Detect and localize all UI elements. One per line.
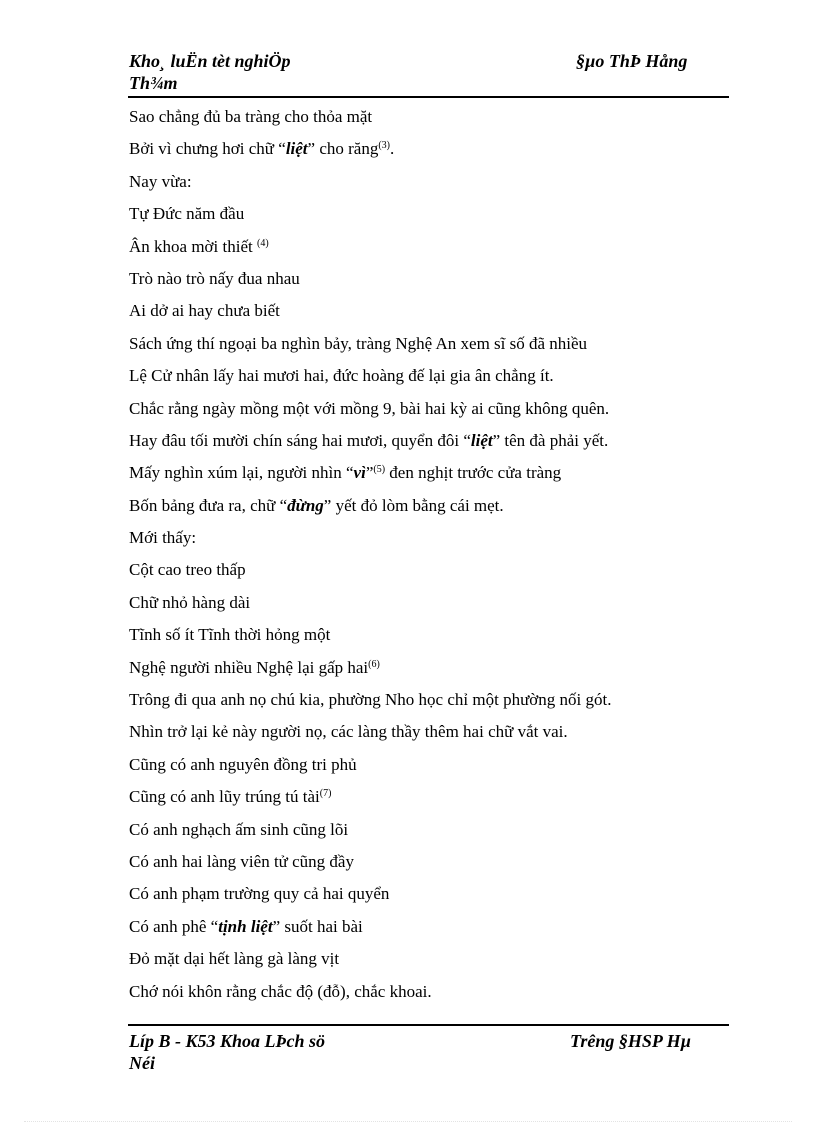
line-text: Có anh phê “ [129, 916, 219, 936]
line-text: Lệ Cử nhân lấy hai mươi hai, đức hoàng đế lại gia ân chẳng ít. [129, 366, 554, 386]
text-line [129, 749, 729, 781]
footnote-mark: (6) [368, 658, 380, 670]
line-text: Nghệ người nhiều Nghệ lại gấp hai [129, 657, 369, 677]
footer-class-line1: Líp B - K53 Khoa LÞch sö [129, 1031, 326, 1051]
emphasis-text: liệt [285, 139, 308, 159]
text-line [129, 490, 729, 522]
line-text: Tự Đức năm đầu [129, 204, 245, 224]
text-line [129, 101, 729, 133]
text-line [129, 166, 729, 198]
header-title-line1: Kho¸ luËn tèt nghiÖp [129, 51, 291, 71]
line-text: Chớ nói khôn rằng chắc độ (đỗ), chắc khoai. [129, 981, 432, 1001]
text-line [129, 943, 729, 975]
line-text: ” cho răng [307, 139, 379, 159]
line-text: ” tên đà phải yết. [492, 430, 609, 450]
footnote-mark: (4) [256, 237, 269, 249]
text-line [129, 328, 729, 360]
text-line [129, 846, 729, 878]
line-text: ” yết đỏ lòm bằng cái mẹt. [323, 495, 504, 515]
line-text: Có anh hai làng viên tử cũng đầy [129, 851, 354, 871]
header-author: §µo ThÞ Hång [576, 51, 688, 71]
footnote-mark: (7) [319, 788, 332, 800]
header-title [129, 50, 291, 94]
text-line [129, 781, 729, 813]
line-text: ” [365, 463, 374, 483]
text-line [129, 295, 729, 327]
emphasis-text: đừng [287, 495, 324, 515]
page-edge [24, 1121, 792, 1122]
line-text: Ai dở ai hay chưa biết [129, 301, 280, 321]
line-text: Ân khoa mời thiết [129, 236, 257, 256]
line-text: Bốn bảng đưa ra, chữ “ [129, 495, 288, 515]
text-line [129, 554, 729, 586]
line-text: Tĩnh số ít Tĩnh thời hỏng một [129, 625, 331, 645]
text-line [129, 619, 729, 651]
footer-school: Trêng §HSP Hµ [570, 1031, 692, 1051]
text-line [129, 231, 729, 263]
line-text: Đỏ mặt dại hết làng gà làng vịt [129, 949, 340, 969]
line-text: Chữ nhỏ hàng dài [129, 592, 251, 612]
line-text: Mấy nghìn xúm lại, người nhìn “ [129, 463, 354, 483]
text-line [129, 360, 729, 392]
line-text: Chắc rằng ngày mồng một với mồng 9, bài hai kỳ ai cũng không quên. [129, 398, 610, 418]
text-line [129, 522, 729, 554]
text-line [129, 716, 729, 748]
text-line [129, 263, 729, 295]
line-text: Có anh nghạch ấm sinh cũng lõi [129, 819, 349, 839]
line-text: Sao chẳng đủ ba tràng cho thỏa mặt [129, 107, 373, 126]
line-text: Hay đâu tối mười chín sáng hai mươi, quyển đôi “ [129, 430, 471, 450]
line-text: đen nghịt trước cửa tràng [385, 463, 562, 483]
emphasis-text: tịnh liệt [218, 916, 273, 936]
header-rule [128, 96, 729, 98]
line-text: Trông đi qua anh nọ chú kia, phường Nho học chỉ một phường nối gót. [129, 690, 612, 710]
poem-body [129, 101, 729, 1008]
text-line [129, 814, 729, 846]
footer-rule [128, 1024, 729, 1026]
line-text: Mới thấy: [129, 528, 197, 548]
line-text: Sách ứng thí ngoại ba nghìn bảy, tràng Nghệ An xem sĩ số đã nhiều [129, 333, 588, 353]
text-line [129, 133, 729, 165]
line-text: Nay vừa: [129, 171, 192, 191]
text-line [129, 198, 729, 230]
text-line [129, 911, 729, 943]
footnote-mark: (5) [373, 464, 386, 476]
text-line [129, 976, 729, 1008]
line-text: ” suốt hai bài [272, 916, 363, 936]
line-text: Cũng có anh lũy trúng tú tài [129, 787, 320, 807]
text-line [129, 684, 729, 716]
footnote-mark: (3) [378, 140, 391, 152]
header-title-line2: Th¾m [129, 73, 178, 93]
line-text: Cột cao treo thấp [129, 560, 246, 580]
line-text: Cũng có anh nguyên đồng tri phủ [129, 754, 357, 774]
text-line [129, 457, 729, 489]
line-text: Nhìn trở lại kẻ này người nọ, các làng thầy thêm hai chữ vắt vai. [129, 722, 568, 742]
footer-class-line2: Néi [129, 1053, 155, 1073]
text-line [129, 652, 729, 684]
text-line [129, 587, 729, 619]
line-text: . [390, 139, 395, 159]
text-line [129, 393, 729, 425]
text-line [129, 878, 729, 910]
line-text: Bởi vì chưng hơi chữ “ [129, 139, 286, 159]
emphasis-text: liệt [470, 430, 493, 450]
line-text: Có anh phạm trường quy cả hai quyển [129, 884, 390, 904]
emphasis-text: vì [353, 463, 366, 483]
line-text: Trò nào trò nấy đua nhau [129, 268, 300, 288]
text-line [129, 425, 729, 457]
footer-class [129, 1030, 325, 1074]
